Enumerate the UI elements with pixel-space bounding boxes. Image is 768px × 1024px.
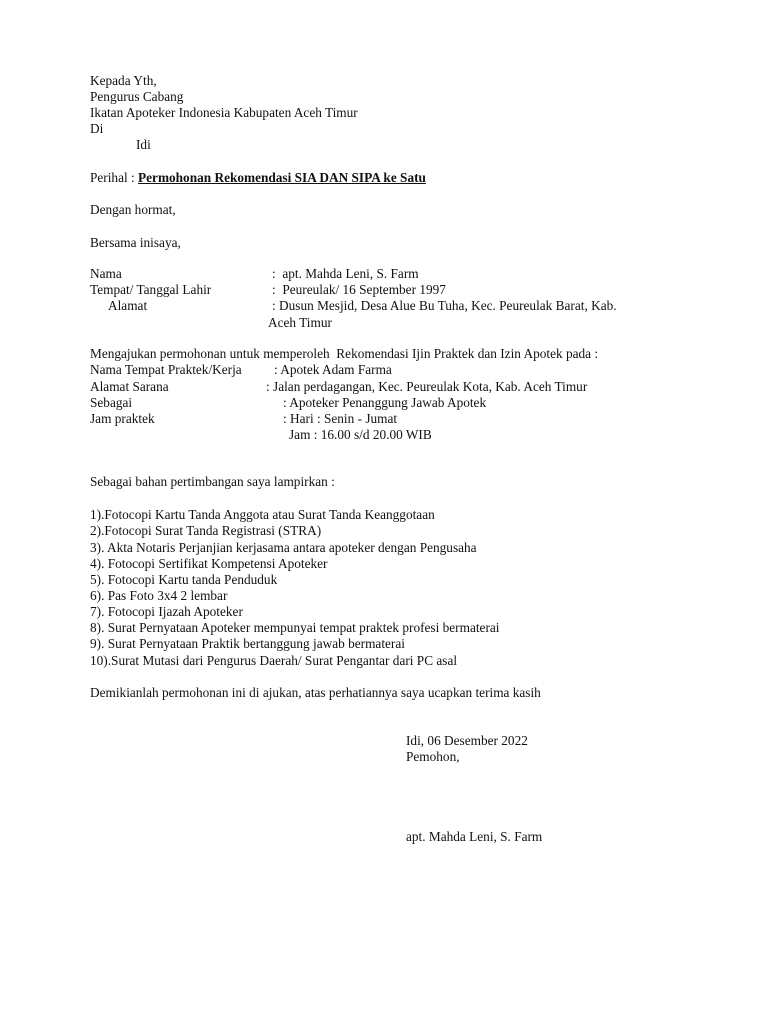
recipient-salutation: Kepada Yth, — [90, 73, 157, 88]
attachment-item: 8). Surat Pernyataan Apoteker mempunyai tempat praktek profesi bermaterai — [90, 620, 500, 635]
hours-days: : Hari : Senin - Jumat — [283, 411, 398, 426]
address-label: Alamat — [108, 298, 148, 313]
name-label: Nama — [90, 266, 122, 281]
signature-date: Idi, 06 Desember 2022 — [406, 733, 528, 748]
practice-place-label: Nama Tempat Praktek/Kerja — [90, 362, 242, 377]
attachment-item: 2).Fotocopi Surat Tanda Registrasi (STRA) — [90, 523, 322, 538]
attachment-item: 6). Pas Foto 3x4 2 lembar — [90, 588, 228, 603]
subject-title: Permohonan Rekomendasi SIA DAN SIPA ke Satu — [138, 170, 426, 185]
recipient-line-4: Di — [90, 121, 104, 136]
request-intro: Mengajukan permohonan untuk memperoleh Rekomendasi Ijin Praktek dan Izin Apotek pada : — [90, 346, 599, 361]
practice-place-value: : Apotek Adam Farma — [274, 362, 392, 377]
subject-label: Perihal : — [90, 170, 139, 185]
attachment-item: 1).Fotocopi Kartu Tanda Anggota atau Surat Tanda Keanggotaan — [90, 507, 435, 522]
role-value: : Apoteker Penanggung Jawab Apotek — [283, 395, 487, 410]
address-value-cont: Aceh Timur — [268, 315, 332, 330]
facility-address-label: Alamat Sarana — [90, 379, 169, 394]
address-value: : Dusun Mesjid, Desa Alue Bu Tuha, Kec. Peureulak Barat, Kab. — [272, 298, 617, 313]
signature-role: Pemohon, — [406, 749, 460, 764]
attachments-intro: Sebagai bahan pertimbangan saya lampirkan : — [90, 474, 335, 489]
recipient-line-3: Ikatan Apoteker Indonesia Kabupaten Aceh Timur — [90, 105, 358, 120]
subject-line — [90, 170, 426, 186]
hours-time: Jam : 16.00 s/d 20.00 WIB — [289, 427, 432, 442]
role-label: Sebagai — [90, 395, 133, 410]
signature-name: apt. Mahda Leni, S. Farm — [406, 829, 543, 844]
recipient-line-2: Pengurus Cabang — [90, 89, 184, 104]
name-value: : apt. Mahda Leni, S. Farm — [272, 266, 419, 281]
greeting: Dengan hormat, — [90, 202, 176, 217]
recipient-city: Idi — [136, 137, 151, 152]
attachment-item: 10).Surat Mutasi dari Pengurus Daerah/ Surat Pengantar dari PC asal — [90, 653, 458, 668]
facility-address-value: : Jalan perdagangan, Kec. Peureulak Kota, Kab. Aceh Timur — [266, 379, 588, 394]
closing-text: Demikianlah permohonan ini di ajukan, atas perhatiannya saya ucapkan terima kasih — [90, 685, 541, 700]
birth-value: : Peureulak/ 16 September 1997 — [272, 282, 446, 297]
attachment-item: 3). Akta Notaris Perjanjian kerjasama antara apoteker dengan Pengusaha — [90, 540, 477, 555]
attachment-item: 7). Fotocopi Ijazah Apoteker — [90, 604, 243, 619]
birth-label: Tempat/ Tanggal Lahir — [90, 282, 212, 297]
hours-label: Jam praktek — [90, 411, 155, 426]
attachment-item: 5). Fotocopi Kartu tanda Penduduk — [90, 572, 278, 587]
intro-text: Bersama inisaya, — [90, 235, 181, 250]
attachment-item: 9). Surat Pernyataan Praktik bertanggung jawab bermaterai — [90, 636, 405, 651]
attachment-item: 4). Fotocopi Sertifikat Kompetensi Apoteker — [90, 556, 328, 571]
